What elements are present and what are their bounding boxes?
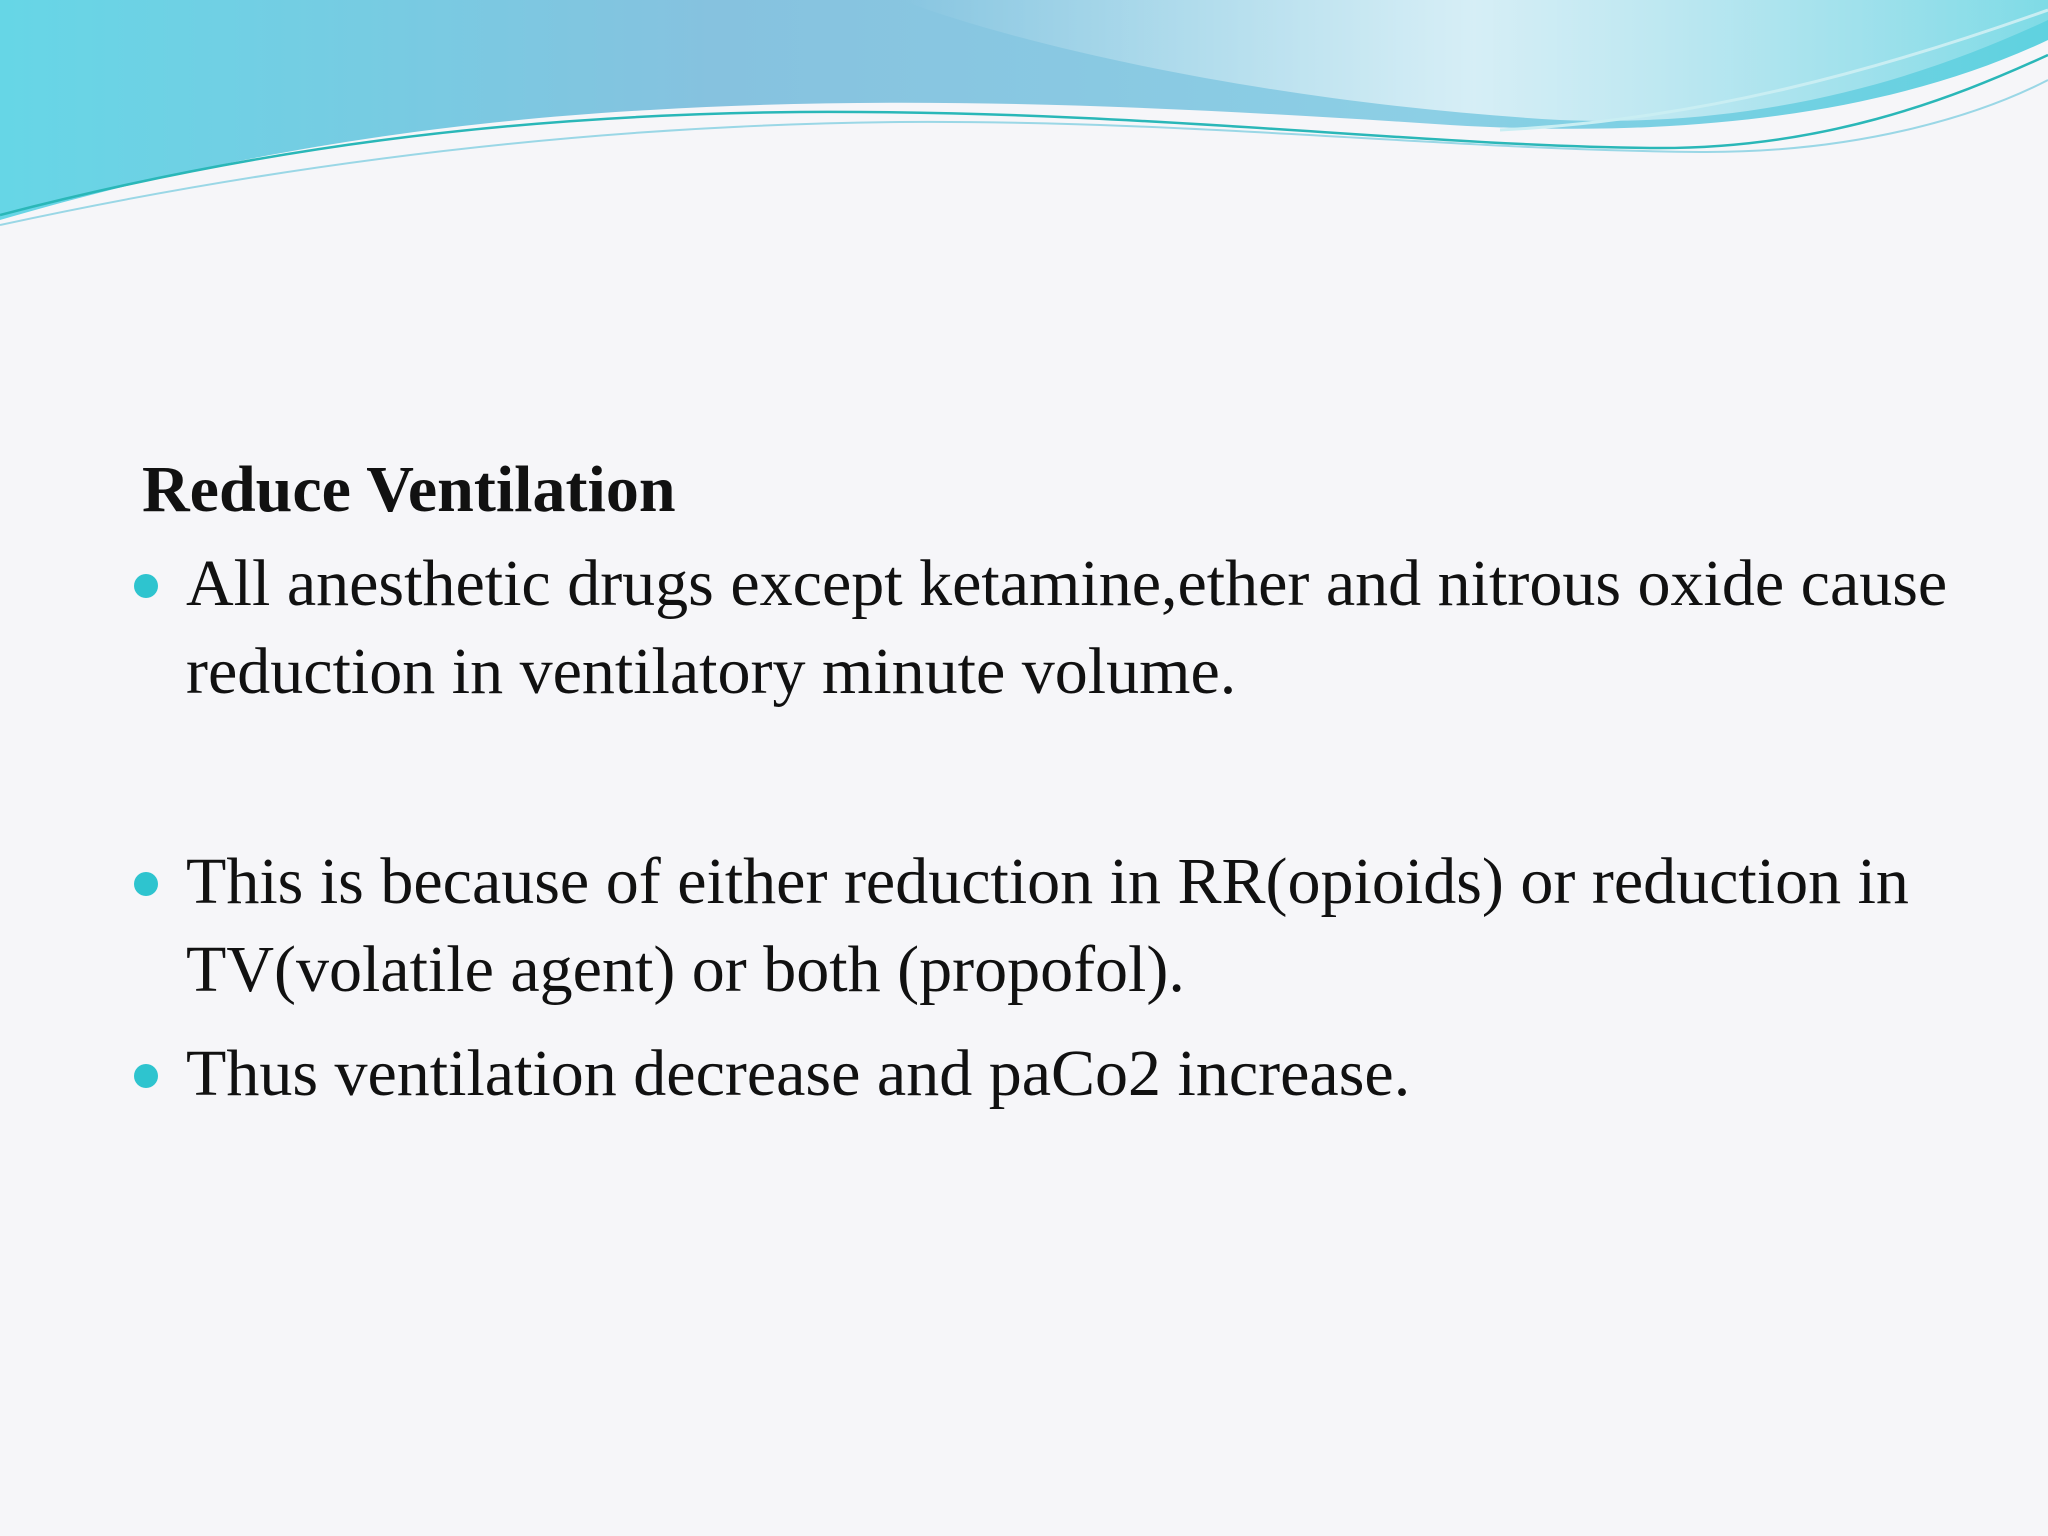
bullet-item-1 [130,540,1950,716]
bullet-list [130,540,1950,1118]
bullet-dot-icon [134,872,158,896]
bullet-item-3 [130,1030,1950,1118]
bullet-text: This is because of either reduction in RR(opioids) or reduction in TV(volatile agent) or both (propofol). [186,845,1909,1006]
bullet-text: Thus ventilation decrease and paCo2 increase. [186,1037,1411,1110]
header-wave-decoration [0,0,2048,240]
bullet-dot-icon [134,574,158,598]
bullet-dot-icon [134,1064,158,1088]
bullet-text: All anesthetic drugs except ketamine,ether and nitrous oxide cause reduction in ventilatory minute volume. [186,547,1948,708]
slide-content [130,440,1950,1118]
bullet-item-2 [130,838,1950,1014]
slide-title: Reduce Ventilation [142,453,676,526]
